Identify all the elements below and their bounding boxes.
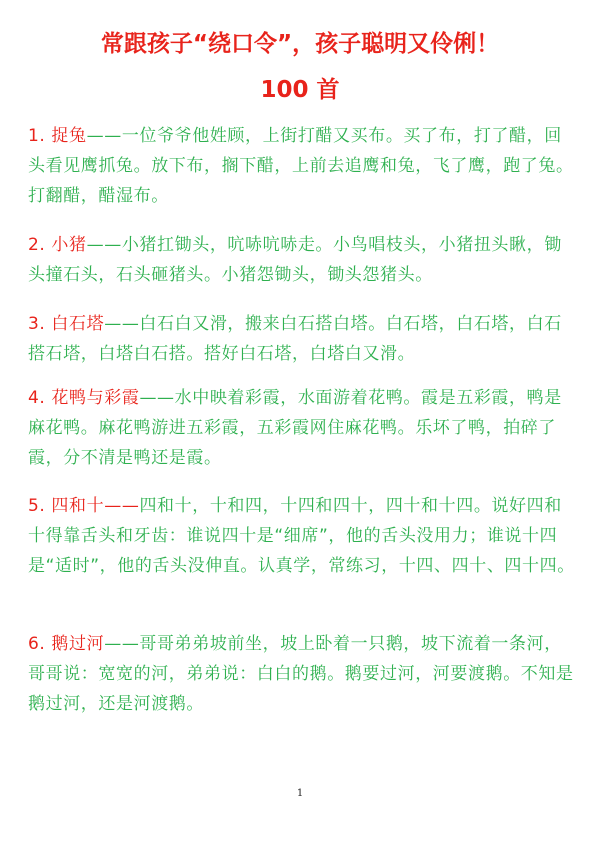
- tongue-twister-5: [28, 491, 576, 581]
- tongue-twister-text: ——白石白又滑，搬来白石搭白塔。白石塔，白石塔，白石搭石塔，白塔白石搭。搭好白石塔，白塔白又滑。: [28, 314, 562, 364]
- tongue-twister-text: 四和十，十和四，十四和四十，四十和十四。说好四和十得靠舌头和牙齿：谁说四十是“细席”，他的舌头没用力；谁说十四是“适时”，他的舌头没伸直。认真学，常练习，十四、四十、四十四。: [28, 496, 575, 576]
- tongue-twister-title: 2. 小猪: [28, 235, 87, 255]
- page-title: 常跟孩子“绕口令”，孩子聪明又伶俐！: [100, 31, 500, 57]
- tongue-twister-2: [28, 230, 576, 290]
- tongue-twister-title: 4. 花鸭与彩霞: [28, 388, 140, 408]
- tongue-twister-6: [28, 629, 576, 719]
- tongue-twister-text: ——水中映着彩霞，水面游着花鸭。霞是五彩霞，鸭是麻花鸭。麻花鸭游进五彩霞，五彩霞网住麻花鸭。乐坏了鸭，拍碎了霞，分不清是鸭还是霞。: [28, 388, 562, 468]
- tongue-twister-title: 5. 四和十——: [28, 496, 140, 516]
- tongue-twister-text: ——一位爷爷他姓顾，上街打醋又买布。买了布，打了醋，回头看见鹰抓兔。放下布，搁下醋，上前去追鹰和兔，飞了鹰，跑了兔。打翻醋，醋湿布。: [28, 126, 574, 206]
- tongue-twister-text: ——哥哥弟弟坡前坐，坡上卧着一只鹅，坡下流着一条河，哥哥说：宽宽的河，弟弟说：白白的鹅。鹅要过河，河要渡鹅。不知是鹅过河，还是河渡鹅。: [28, 634, 574, 714]
- page-number: 1: [296, 788, 304, 799]
- tongue-twister-title: 6. 鹅过河: [28, 634, 105, 654]
- tongue-twister-3: [28, 309, 576, 369]
- tongue-twister-title: 3. 白石塔: [28, 314, 105, 334]
- tongue-twister-text: ——小猪扛锄头，吭哧吭哧走。小鸟唱枝头，小猪扭头瞅，锄头撞石头，石头砸猪头。小猪怨锄头，锄头怨猪头。: [28, 235, 562, 285]
- page-subtitle: 100 首: [260, 77, 340, 103]
- tongue-twister-4: [28, 383, 576, 473]
- tongue-twister-1: [28, 121, 576, 211]
- tongue-twister-title: 1. 捉兔: [28, 126, 87, 146]
